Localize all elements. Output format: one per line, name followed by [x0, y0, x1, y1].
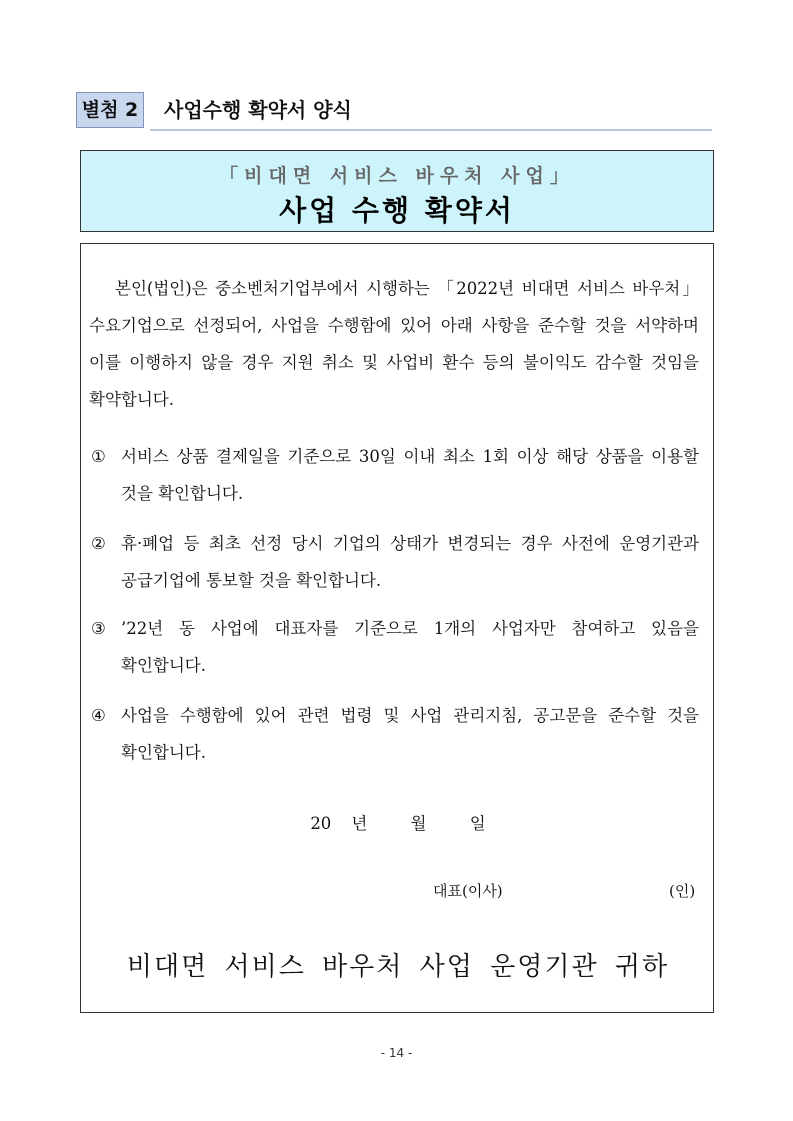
date-year-unit: 년	[351, 814, 368, 833]
item-number: ③	[91, 619, 106, 638]
pledge-item-1	[91, 438, 699, 512]
date-line	[81, 810, 715, 834]
date-day-unit: 일	[469, 814, 486, 833]
page-number: - 14 -	[380, 1046, 413, 1060]
date-month-unit: 월	[410, 814, 427, 833]
program-name: 「비대면 서비스 바우처 사업」	[219, 165, 575, 187]
pledge-body	[80, 243, 714, 1013]
seal-label: (인)	[669, 882, 696, 900]
header-divider	[150, 129, 712, 131]
item-text: 사업을 수행함에 있어 관련 법령 및 사업 관리지침, 공고문을 준수할 것을 확인합니다.	[121, 706, 699, 762]
date-year: 20	[310, 814, 332, 833]
attachment-badge: 별첨 2	[76, 92, 144, 128]
addressee: 비대면 서비스 바우처 사업 운영기관 귀하	[126, 952, 670, 982]
intro-paragraph: 본인(법인)은 중소벤처기업부에서 시행하는 「2022년 비대면 서비스 바우처」 수요기업으로 선정되어, 사업을 수행함에 있어 아래 사항을 준수할 것을 서약하며 이를 이행하지 않을 경우 지원 취소 및 사업비 환수 등의 불이익도 감수할 것임을 확약합니다.	[89, 279, 699, 409]
document-title: 사업 수행 확약서	[279, 194, 515, 227]
item-text: ’22년 동 사업에 대표자를 기준으로 1개의 사업자만 참여하고 있음을 확인합니다.	[121, 619, 699, 675]
document-title-box	[80, 150, 714, 232]
pledge-item-3	[91, 610, 699, 684]
pledge-item-2	[91, 525, 699, 599]
item-number: ①	[91, 447, 106, 466]
item-text: 서비스 상품 결제일을 기준으로 30일 이내 최소 1회 이상 해당 상품을 이용할 것을 확인합니다.	[121, 447, 699, 503]
attachment-header	[76, 92, 712, 132]
item-number: ②	[91, 534, 106, 553]
item-number: ④	[91, 706, 106, 725]
attachment-title: 사업수행 확약서 양식	[164, 98, 352, 122]
pledge-item-4	[91, 697, 699, 771]
representative-label: 대표(이사)	[433, 882, 503, 900]
item-text: 휴·폐업 등 최초 선정 당시 기업의 상태가 변경되는 경우 사전에 운영기관과 공급기업에 통보할 것을 확인합니다.	[121, 534, 699, 590]
